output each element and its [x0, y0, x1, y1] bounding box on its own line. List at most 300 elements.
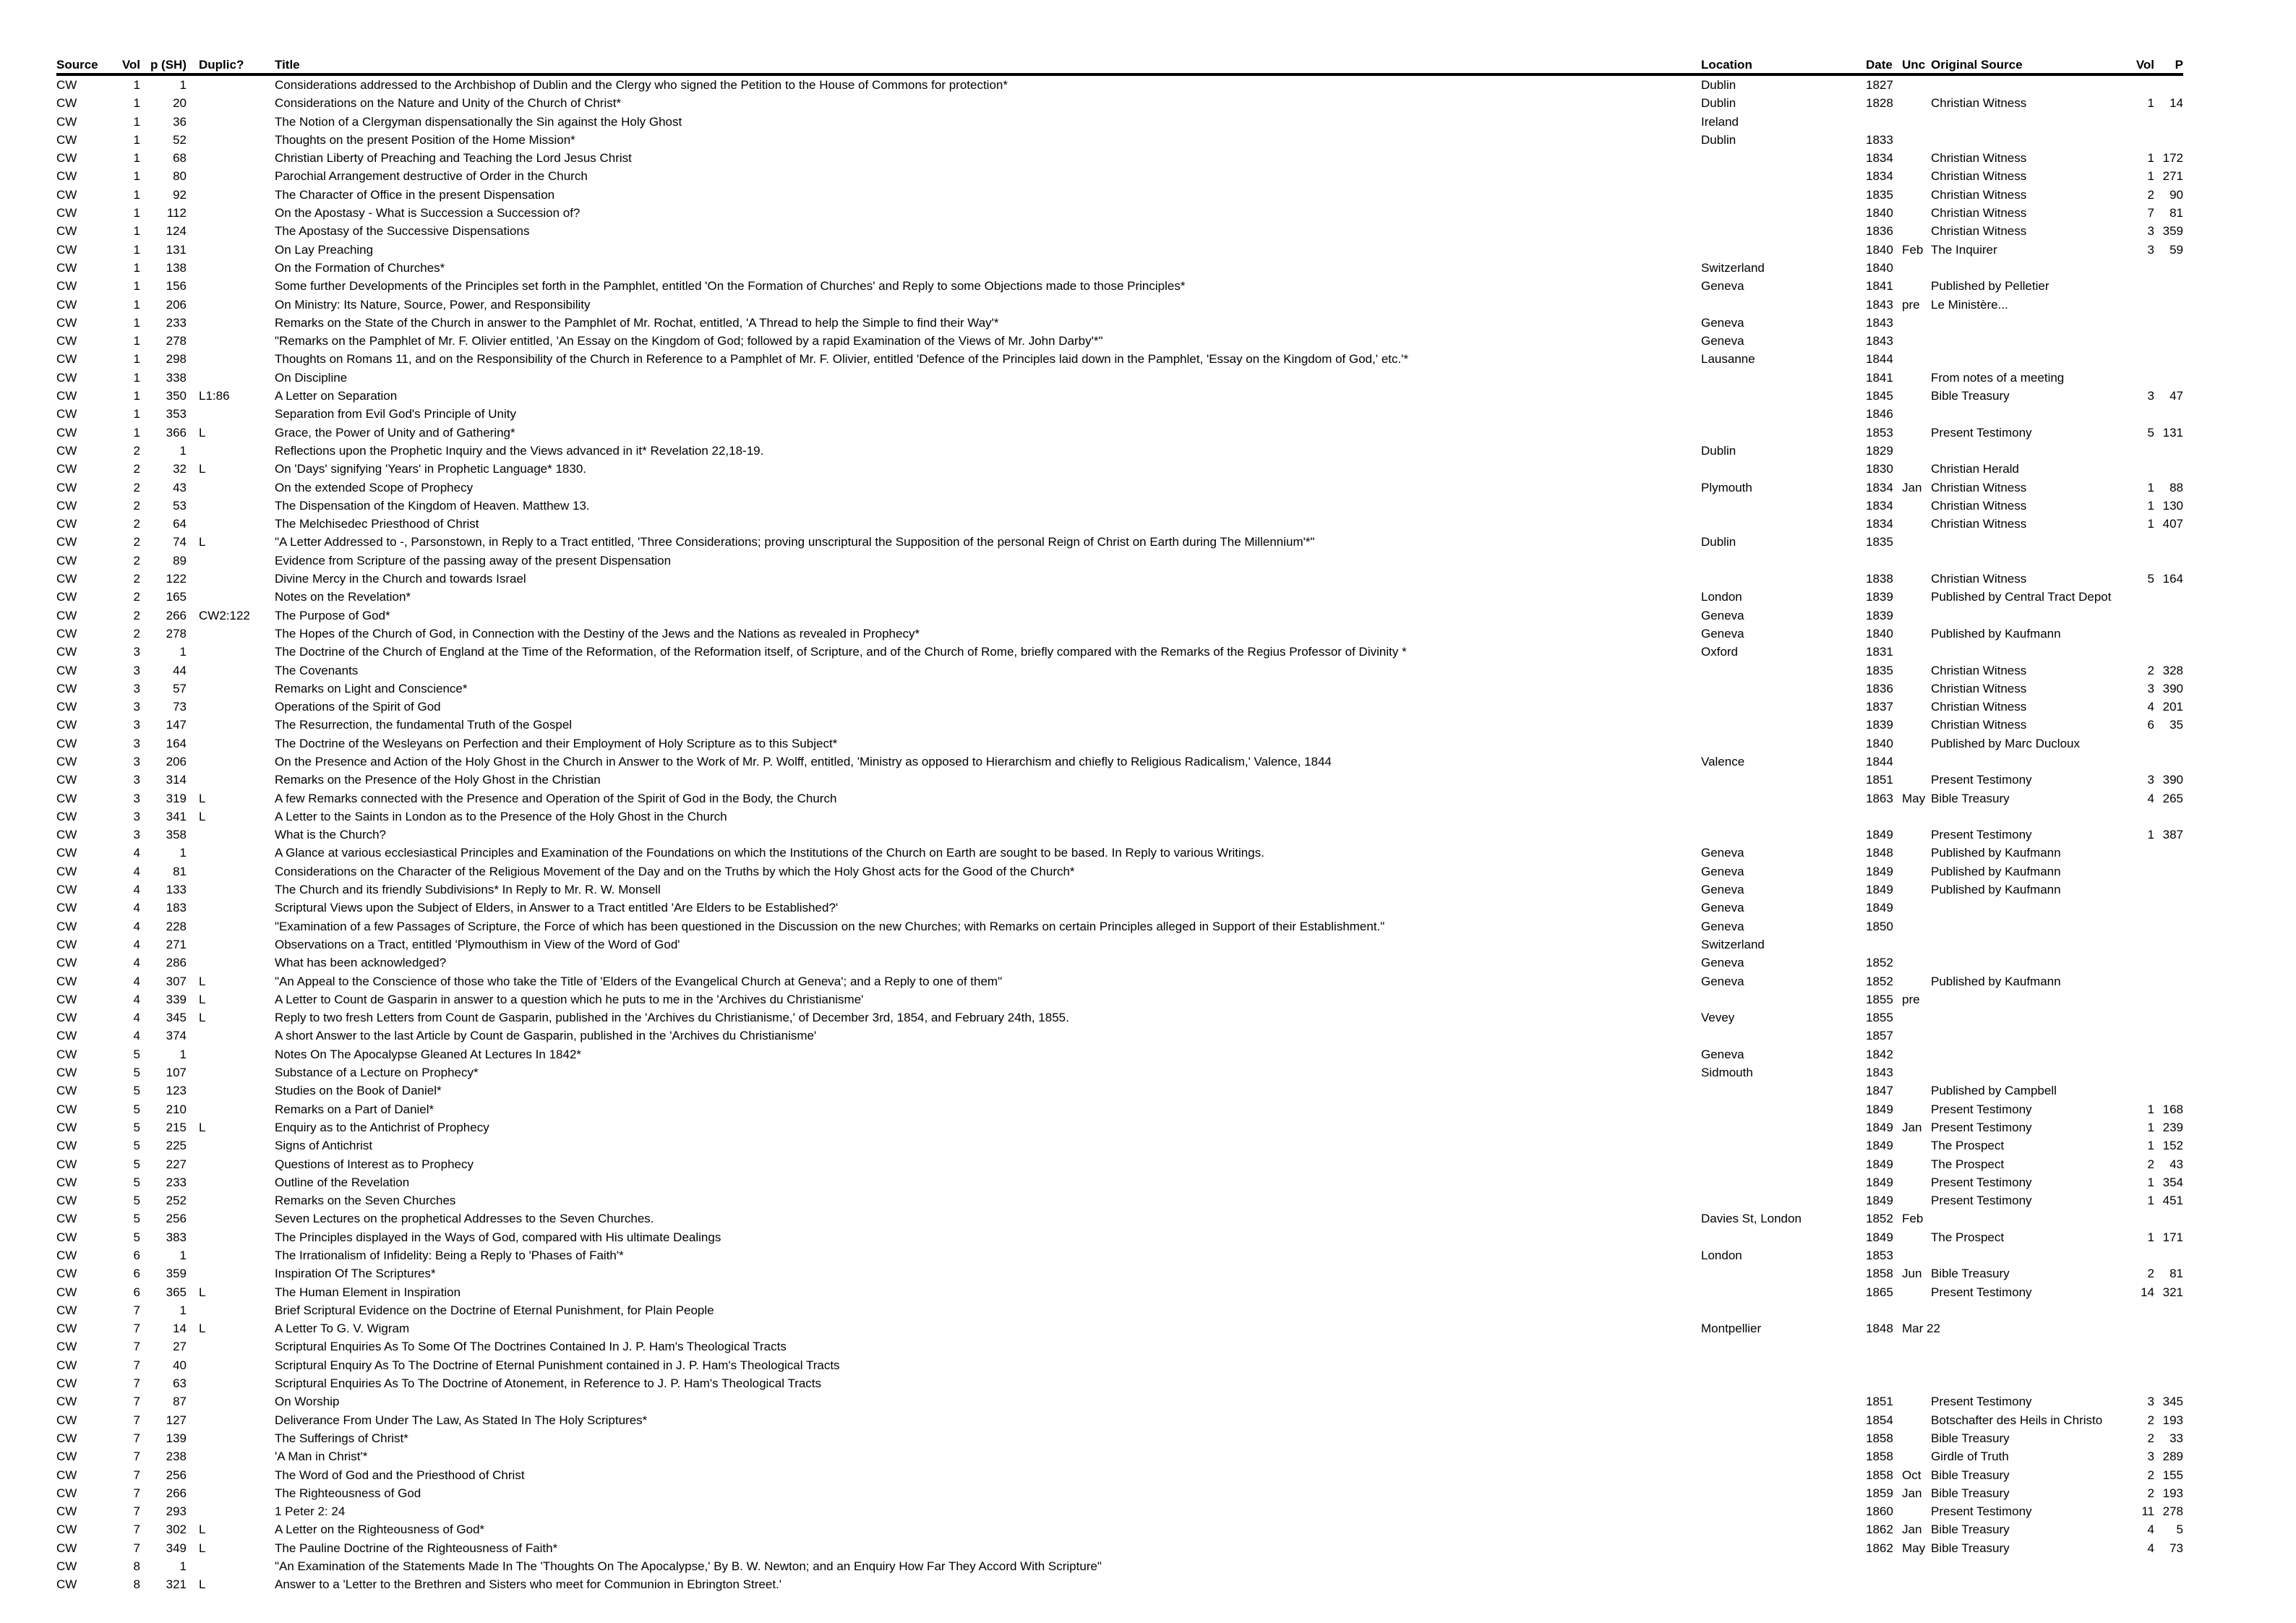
cell-date: 1848 — [1866, 1322, 1893, 1336]
cell-source: CW — [56, 206, 77, 220]
table-row — [56, 844, 2183, 862]
column-header-original_source: Original Source — [1931, 58, 2023, 72]
table-row — [56, 241, 2183, 259]
cell-source: CW — [56, 1175, 77, 1189]
cell-vol2: 7 — [2147, 206, 2154, 220]
table-row — [56, 972, 2183, 990]
cell-vol2: 1 — [2147, 1194, 2154, 1208]
cell-p2: 152 — [2162, 1139, 2183, 1153]
table-row — [56, 954, 2183, 972]
cell-source: CW — [56, 1322, 77, 1336]
cell-date: 1845 — [1866, 389, 1893, 403]
cell-original_source: Christian Witness — [1931, 151, 2027, 166]
cell-source: CW — [56, 1523, 77, 1537]
cell-title: Parochial Arrangement destructive of Order in the Church — [275, 169, 588, 184]
cell-p_sh: 147 — [166, 718, 187, 732]
cell-title: A short Answer to the last Article by Count de Gasparin, published in the 'Archives du Christianisme' — [275, 1029, 817, 1043]
cell-vol: 1 — [133, 114, 140, 129]
table-row — [56, 1045, 2183, 1063]
cell-p_sh: 20 — [173, 96, 187, 111]
cell-location: Geneva — [1701, 901, 1744, 915]
cell-date: 1853 — [1866, 1249, 1893, 1262]
cell-p_sh: 293 — [166, 1504, 187, 1519]
cell-date: 1859 — [1866, 1486, 1893, 1500]
cell-vol2: 3 — [2147, 242, 2154, 257]
cell-source: CW — [56, 389, 77, 403]
cell-vol: 1 — [133, 279, 140, 294]
cell-p_sh: 131 — [166, 242, 187, 257]
cell-source: CW — [56, 352, 77, 367]
cell-original_source: Bible Treasury — [1931, 791, 2010, 805]
cell-title: The Melchisedec Priesthood of Christ — [275, 517, 479, 531]
cell-title: The Doctrine of the Church of England at the Time of the Reformation, of the Reformation itself, of Scripture, and of the Church of Rome, briefly compared with the Remarks of the Regius Professor of Divinity * — [275, 645, 1407, 659]
cell-source: CW — [56, 754, 77, 768]
cell-date: 1858 — [1866, 1267, 1893, 1281]
table-row — [56, 1447, 2183, 1465]
cell-p2: 359 — [2162, 224, 2183, 239]
cell-source: CW — [56, 1120, 77, 1134]
cell-p_sh: 215 — [166, 1120, 187, 1134]
cell-source: CW — [56, 1029, 77, 1043]
cell-date: 1843 — [1866, 315, 1893, 330]
cell-original_source: Present Testimony — [1931, 1120, 2032, 1134]
table-row — [56, 259, 2183, 277]
cell-vol2: 4 — [2147, 1523, 2154, 1537]
cell-vol: 7 — [133, 1358, 140, 1372]
cell-source: CW — [56, 224, 77, 239]
cell-vol2: 3 — [2147, 773, 2154, 787]
cell-source: CW — [56, 1431, 77, 1445]
cell-duplic: L — [199, 809, 206, 823]
cell-source: CW — [56, 443, 77, 458]
cell-source: CW — [56, 1577, 77, 1592]
cell-source: CW — [56, 1541, 77, 1555]
cell-title: Christian Liberty of Preaching and Teaching the Lord Jesus Christ — [275, 151, 632, 166]
table-row — [56, 698, 2183, 716]
cell-source: CW — [56, 297, 77, 312]
cell-source: CW — [56, 498, 77, 513]
cell-vol: 5 — [133, 1047, 140, 1061]
table-row — [56, 771, 2183, 789]
cell-vol: 7 — [133, 1431, 140, 1445]
cell-location: Geneva — [1701, 864, 1744, 878]
cell-date: 1852 — [1866, 974, 1893, 988]
cell-original_source: Le Ministère... — [1931, 297, 2008, 312]
cell-original_source: The Prospect — [1931, 1157, 2005, 1171]
cell-vol: 2 — [133, 462, 140, 476]
cell-vol: 7 — [133, 1303, 140, 1317]
cell-vol: 4 — [133, 1029, 140, 1043]
cell-vol: 4 — [133, 992, 140, 1006]
table-row — [56, 222, 2183, 240]
table-row — [56, 1246, 2183, 1264]
cell-vol: 2 — [133, 517, 140, 531]
cell-date: 1843 — [1866, 297, 1893, 312]
cell-vol: 3 — [133, 718, 140, 732]
cell-source: CW — [56, 260, 77, 275]
cell-title: Enquiry as to the Antichrist of Prophecy — [275, 1120, 489, 1134]
cell-vol2: 4 — [2147, 700, 2154, 714]
cell-date: 1843 — [1866, 1066, 1893, 1080]
column-header-p_sh: p (SH) — [150, 58, 187, 72]
cell-original_source: From notes of a meeting — [1931, 370, 2065, 385]
cell-p_sh: 1 — [179, 1303, 187, 1317]
cell-date: 1849 — [1866, 1175, 1893, 1189]
table-row — [56, 1411, 2183, 1429]
cell-p2: 354 — [2162, 1175, 2183, 1189]
cell-duplic: L — [199, 992, 206, 1006]
cell-vol: 2 — [133, 498, 140, 513]
cell-p_sh: 256 — [166, 1212, 187, 1226]
cell-source: CW — [56, 1157, 77, 1171]
cell-vol: 1 — [133, 224, 140, 239]
cell-p_sh: 63 — [173, 1376, 187, 1391]
cell-original_source: Present Testimony — [1931, 828, 2032, 842]
cell-vol2: 3 — [2147, 1449, 2154, 1464]
table-row — [56, 1009, 2183, 1027]
cell-p_sh: 139 — [166, 1431, 187, 1445]
cell-vol2: 2 — [2147, 1413, 2154, 1427]
cell-date: 1830 — [1866, 462, 1893, 476]
cell-p_sh: 374 — [166, 1029, 187, 1043]
cell-date: 1846 — [1866, 407, 1893, 421]
cell-vol: 1 — [133, 169, 140, 184]
cell-date: 1853 — [1866, 425, 1893, 440]
cell-source: CW — [56, 187, 77, 202]
cell-vol: 7 — [133, 1486, 140, 1500]
cell-source: CW — [56, 974, 77, 988]
cell-source: CW — [56, 1468, 77, 1482]
cell-title: Outline of the Revelation — [275, 1175, 410, 1189]
cell-location: Geneva — [1701, 883, 1744, 897]
cell-p_sh: 225 — [166, 1139, 187, 1153]
cell-title: Operations of the Spirit of God — [275, 700, 441, 714]
cell-source: CW — [56, 1340, 77, 1354]
cell-date: 1828 — [1866, 96, 1893, 111]
cell-original_source: Christian Witness — [1931, 187, 2027, 202]
cell-date: 1834 — [1866, 498, 1893, 513]
cell-source: CW — [56, 864, 77, 878]
cell-source: CW — [56, 626, 77, 641]
cell-source: CW — [56, 956, 77, 970]
cell-p_sh: 53 — [173, 498, 187, 513]
table-row — [56, 167, 2183, 185]
cell-title: "Examination of a few Passages of Scripture, the Force of which has been questioned in the Discussion on the new Churches; with Remarks on certain Principles alleged in Support of their Establishment." — [275, 919, 1385, 933]
table-row — [56, 1301, 2183, 1319]
cell-p_sh: 358 — [166, 828, 187, 842]
cell-vol2: 1 — [2147, 1139, 2154, 1153]
cell-vol: 1 — [133, 132, 140, 147]
cell-location: Geneva — [1701, 334, 1744, 348]
table-row — [56, 1209, 2183, 1228]
cell-vol: 1 — [133, 206, 140, 220]
table-row — [56, 76, 2183, 94]
cell-p_sh: 112 — [166, 206, 187, 220]
cell-date: 1838 — [1866, 572, 1893, 586]
cell-date: 1849 — [1866, 864, 1893, 878]
cell-date: 1844 — [1866, 754, 1893, 768]
cell-vol: 1 — [133, 370, 140, 385]
cell-title: Notes On The Apocalypse Gleaned At Lectures In 1842* — [275, 1047, 582, 1061]
cell-duplic: CW2:122 — [199, 608, 250, 622]
cell-date: 1858 — [1866, 1449, 1893, 1464]
cell-source: CW — [56, 718, 77, 732]
cell-date: 1849 — [1866, 1120, 1893, 1134]
cell-vol2: 2 — [2147, 1157, 2154, 1171]
cell-original_source: Botschafter des Heils in Christo — [1931, 1413, 2103, 1427]
cell-date: 1849 — [1866, 1194, 1893, 1208]
cell-p_sh: 74 — [173, 535, 187, 549]
cell-p2: 59 — [2169, 242, 2183, 257]
cell-p_sh: 321 — [166, 1577, 187, 1592]
cell-title: Inspiration Of The Scriptures* — [275, 1267, 436, 1281]
table-row — [56, 643, 2183, 661]
cell-title: Reflections upon the Prophetic Inquiry and the Views advanced in it* Revelation 22,18-19. — [275, 443, 764, 458]
cell-source: CW — [56, 1212, 77, 1226]
column-header-unc: Unc — [1902, 58, 1926, 72]
cell-date: 1839 — [1866, 718, 1893, 732]
cell-location: Geneva — [1701, 279, 1744, 294]
cell-title: Remarks on a Part of Daniel* — [275, 1102, 434, 1116]
cell-p_sh: 307 — [166, 974, 187, 988]
cell-source: CW — [56, 334, 77, 348]
cell-p_sh: 233 — [166, 1175, 187, 1189]
cell-vol: 2 — [133, 626, 140, 641]
cell-original_source: Christian Witness — [1931, 498, 2027, 513]
cell-source: CW — [56, 901, 77, 915]
cell-source: CW — [56, 937, 77, 951]
cell-date: 1842 — [1866, 1047, 1893, 1061]
cell-date: 1836 — [1866, 224, 1893, 239]
cell-duplic: L — [199, 791, 206, 805]
cell-p2: 407 — [2162, 517, 2183, 531]
cell-unc: Oct — [1902, 1468, 1922, 1482]
cell-vol: 5 — [133, 1102, 140, 1116]
cell-vol: 3 — [133, 754, 140, 768]
cell-vol: 4 — [133, 883, 140, 897]
cell-unc: pre — [1902, 992, 1920, 1006]
table-row — [56, 424, 2183, 442]
cell-vol: 1 — [133, 187, 140, 202]
cell-date: 1840 — [1866, 736, 1893, 750]
cell-duplic: L — [199, 1541, 206, 1555]
cell-source: CW — [56, 681, 77, 695]
cell-p2: 130 — [2162, 498, 2183, 513]
cell-title: The Character of Office in the present Dispensation — [275, 187, 555, 202]
cell-p_sh: 138 — [166, 260, 187, 275]
cell-vol: 7 — [133, 1322, 140, 1336]
cell-p_sh: 206 — [166, 754, 187, 768]
cell-p_sh: 1 — [179, 443, 187, 458]
table-row — [56, 515, 2183, 533]
cell-vol: 4 — [133, 1011, 140, 1025]
cell-p_sh: 40 — [173, 1358, 187, 1372]
cell-vol2: 1 — [2147, 517, 2154, 531]
cell-original_source: Published by Campbell — [1931, 1084, 2057, 1098]
cell-vol2: 1 — [2147, 828, 2154, 842]
cell-title: The Word of God and the Priesthood of Christ — [275, 1468, 525, 1482]
cell-duplic: L — [199, 1577, 206, 1592]
cell-p2: 47 — [2169, 389, 2183, 403]
cell-vol: 1 — [133, 334, 140, 348]
cell-p2: 168 — [2162, 1102, 2183, 1116]
table-row — [56, 1392, 2183, 1410]
cell-vol: 3 — [133, 736, 140, 750]
table-row — [56, 1575, 2183, 1593]
cell-original_source: Christian Witness — [1931, 700, 2027, 714]
table-row — [56, 1100, 2183, 1118]
cell-p_sh: 319 — [166, 791, 187, 805]
cell-source: CW — [56, 535, 77, 549]
cell-location: Geneva — [1701, 608, 1744, 622]
cell-location: Lausanne — [1701, 352, 1755, 367]
cell-vol2: 1 — [2147, 1102, 2154, 1116]
cell-source: CW — [56, 1285, 77, 1299]
cell-location: Switzerland — [1701, 260, 1765, 275]
cell-p2: 278 — [2162, 1504, 2183, 1519]
table-row — [56, 735, 2183, 753]
cell-location: Oxford — [1701, 645, 1739, 659]
cell-vol: 4 — [133, 974, 140, 988]
table-row — [56, 917, 2183, 935]
cell-p2: 239 — [2162, 1120, 2183, 1134]
cell-p_sh: 57 — [173, 681, 187, 695]
cell-p2: 171 — [2162, 1230, 2183, 1244]
cell-unc: May — [1902, 1541, 1926, 1555]
table-row — [56, 1337, 2183, 1356]
cell-p_sh: 350 — [166, 389, 187, 403]
cell-source: CW — [56, 608, 77, 622]
cell-date: 1852 — [1866, 956, 1893, 970]
cell-title: Studies on the Book of Daniel* — [275, 1084, 442, 1098]
cell-title: "An Examination of the Statements Made In The 'Thoughts On The Apocalypse,' By B. W. Newton; and an Enquiry How Far They Accord With Scripture" — [275, 1559, 1102, 1574]
cell-p2: 390 — [2162, 681, 2183, 695]
cell-p_sh: 206 — [166, 297, 187, 312]
cell-title: The Doctrine of the Wesleyans on Perfection and their Employment of Holy Scripture as to this Subject* — [275, 736, 838, 750]
cell-vol: 4 — [133, 864, 140, 878]
table-row — [56, 533, 2183, 551]
cell-title: Thoughts on Romans 11, and on the Responsibility of the Church in Reference to a Pamphlet of Mr. F. Olivier, entitled 'Defence of the Principles laid down in the Pamphlet, 'Essay on the Kingdom of God,' etc.'* — [275, 352, 1409, 367]
cell-date: 1851 — [1866, 773, 1893, 787]
cell-title: Scriptural Enquiries As To The Doctrine of Atonement, in Reference to J. P. Ham's Theological Tracts — [275, 1376, 822, 1391]
cell-vol: 6 — [133, 1249, 140, 1262]
column-header-vol: Vol — [121, 58, 140, 72]
cell-p2: 345 — [2162, 1395, 2183, 1409]
cell-source: CW — [56, 553, 77, 568]
cell-vol: 2 — [133, 608, 140, 622]
cell-title: On the Apostasy - What is Succession a Succession of? — [275, 206, 581, 220]
cell-source: CW — [56, 572, 77, 586]
cell-p_sh: 165 — [166, 590, 187, 604]
cell-unc: Feb — [1902, 242, 1924, 257]
cell-vol: 2 — [133, 443, 140, 458]
cell-source: CW — [56, 1267, 77, 1281]
cell-source: CW — [56, 700, 77, 714]
cell-original_source: Bible Treasury — [1931, 1486, 2010, 1500]
table-row — [56, 1136, 2183, 1155]
table-row — [56, 479, 2183, 497]
cell-original_source: Christian Witness — [1931, 480, 2027, 494]
cell-title: Remarks on Light and Conscience* — [275, 681, 468, 695]
cell-p2: 88 — [2169, 480, 2183, 494]
cell-vol: 6 — [133, 1267, 140, 1281]
table-row — [56, 113, 2183, 131]
cell-location: Davies St, London — [1701, 1212, 1802, 1226]
cell-vol: 3 — [133, 663, 140, 677]
table-row — [56, 789, 2183, 808]
cell-p2: 81 — [2169, 1267, 2183, 1281]
cell-title: The Pauline Doctrine of the Righteousness of Faith* — [275, 1541, 558, 1555]
table-row — [56, 1502, 2183, 1520]
cell-source: CW — [56, 1194, 77, 1208]
cell-vol: 5 — [133, 1120, 140, 1134]
cell-p2: 73 — [2169, 1541, 2183, 1555]
cell-p_sh: 286 — [166, 956, 187, 970]
cell-source: CW — [56, 1559, 77, 1574]
cell-original_source: Christian Witness — [1931, 96, 2027, 111]
cell-vol: 2 — [133, 535, 140, 549]
table-row — [56, 369, 2183, 387]
cell-date: 1831 — [1866, 645, 1893, 659]
cell-p_sh: 122 — [166, 572, 187, 586]
cell-original_source: Christian Witness — [1931, 224, 2027, 239]
cell-p_sh: 107 — [166, 1066, 187, 1080]
cell-date: 1848 — [1866, 846, 1893, 860]
cell-location: Dublin — [1701, 96, 1736, 111]
column-header-duplic: Duplic? — [199, 58, 244, 72]
cell-duplic: L — [199, 1523, 206, 1537]
cell-vol: 4 — [133, 846, 140, 860]
cell-original_source: Christian Witness — [1931, 169, 2027, 184]
table-row — [56, 1283, 2183, 1301]
cell-location: Geneva — [1701, 846, 1744, 860]
cell-title: The Purpose of God* — [275, 608, 390, 622]
cell-date: 1860 — [1866, 1504, 1893, 1519]
cell-source: CW — [56, 1413, 77, 1427]
cell-title: Scriptural Views upon the Subject of Elders, in Answer to a Tract entitled 'Are Elders to be Established?' — [275, 901, 839, 915]
cell-p2: 5 — [2176, 1523, 2183, 1537]
cell-title: The Dispensation of the Kingdom of Heaven. Matthew 13. — [275, 498, 590, 513]
cell-title: On the Presence and Action of the Holy Ghost in the Church in Answer to the Work of Mr. P. Wolff, entitled, 'Ministry as opposed to Hierarchism and chiefly to Religious Radicalism,' Valence, 1844 — [275, 754, 1332, 768]
cell-date: 1855 — [1866, 1011, 1893, 1025]
table-row — [56, 680, 2183, 698]
cell-original_source: Present Testimony — [1931, 773, 2032, 787]
table-row — [56, 1228, 2183, 1246]
cell-source: CW — [56, 1139, 77, 1153]
cell-location: Plymouth — [1701, 480, 1752, 494]
cell-date: 1849 — [1866, 1102, 1893, 1116]
table-row — [56, 277, 2183, 295]
cell-original_source: Published by Central Tract Depot — [1931, 590, 2112, 604]
cell-p_sh: 127 — [166, 1413, 187, 1427]
cell-location: London — [1701, 590, 1742, 604]
cell-p2: 328 — [2162, 663, 2183, 677]
cell-vol: 1 — [133, 352, 140, 367]
cell-p_sh: 365 — [166, 1285, 187, 1299]
cell-vol: 5 — [133, 1066, 140, 1080]
cell-date: 1851 — [1866, 1395, 1893, 1409]
cell-vol: 8 — [133, 1559, 140, 1574]
cell-unc: Jun — [1902, 1267, 1922, 1281]
column-header-location: Location — [1701, 58, 1752, 72]
table-row — [56, 314, 2183, 332]
cell-title: What is the Church? — [275, 828, 387, 842]
cell-p2: 14 — [2169, 96, 2183, 111]
cell-vol: 7 — [133, 1376, 140, 1391]
table-row — [56, 94, 2183, 112]
cell-original_source: Present Testimony — [1931, 425, 2032, 440]
cell-title: The Notion of a Clergyman dispensationally the Sin against the Holy Ghost — [275, 114, 682, 129]
